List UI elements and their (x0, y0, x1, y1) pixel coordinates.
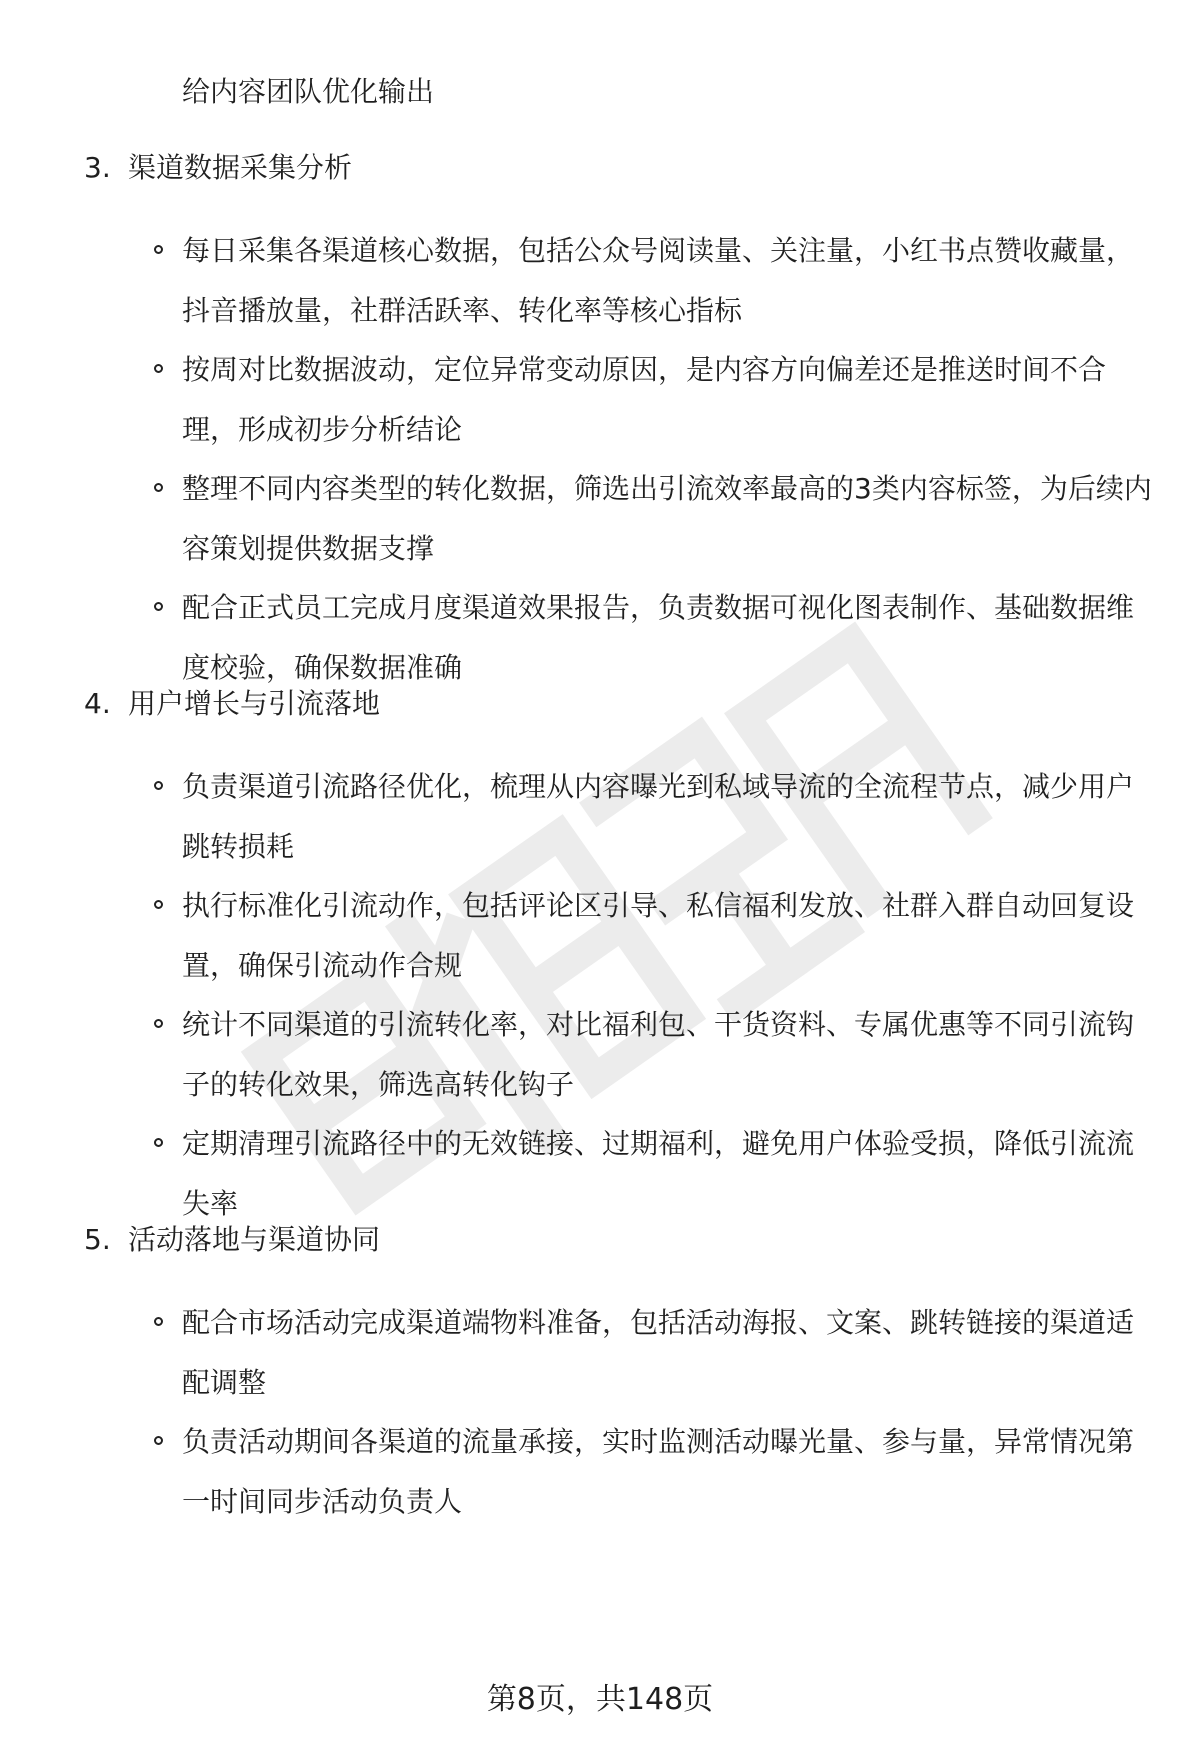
list-item (84, 1114, 1164, 1233)
section-heading (84, 148, 1164, 188)
list-item-text: 按周对比数据波动，定位异常变动原因，是内容方向偏差还是推送时间不合理，形成初步分析结论 (182, 353, 1107, 446)
circle-bullet-icon (154, 1138, 163, 1147)
circle-bullet-icon (154, 1317, 163, 1326)
list-item-text: 配合正式员工完成月度渠道效果报告，负责数据可视化图表制作、基础数据维度校验，确保数据准确 (182, 591, 1135, 684)
circle-bullet-icon (154, 602, 163, 611)
list-item (84, 578, 1164, 697)
list-item (84, 1412, 1164, 1531)
list-item (84, 757, 1164, 876)
list-item (84, 1293, 1164, 1412)
section-4 (84, 684, 1164, 1233)
list-item (84, 459, 1164, 578)
section-title: 用户增长与引流落地 (128, 687, 381, 720)
bullet-list (84, 1293, 1164, 1531)
list-item-text: 定期清理引流路径中的无效链接、过期福利，避免用户体验受损，降低引流流失率 (182, 1127, 1135, 1220)
list-item-text: 配合市场活动完成渠道端物料准备，包括活动海报、文案、跳转链接的渠道适配调整 (182, 1306, 1135, 1399)
bullet-list (84, 757, 1164, 1233)
section-heading (84, 684, 1164, 724)
page-number: 第8页，共148页 (486, 1682, 714, 1717)
section-number: 5. (84, 1223, 111, 1256)
circle-bullet-icon (154, 245, 163, 254)
section-number: 3. (84, 151, 111, 184)
list-item (84, 876, 1164, 995)
bullet-list (84, 221, 1164, 697)
list-item (84, 995, 1164, 1114)
list-item (84, 221, 1164, 340)
section-title: 渠道数据采集分析 (128, 151, 353, 184)
circle-bullet-icon (154, 364, 163, 373)
section-title: 活动落地与渠道协同 (128, 1223, 381, 1256)
circle-bullet-icon (154, 1436, 163, 1445)
list-item-text: 负责渠道引流路径优化，梳理从内容曝光到私域导流的全流程节点，减少用户跳转损耗 (182, 770, 1135, 863)
list-item-text: 整理不同内容类型的转化数据，筛选出引流效率最高的3类内容标签，为后续内容策划提供数据支撑 (182, 472, 1152, 565)
circle-bullet-icon (154, 781, 163, 790)
section-heading (84, 1220, 1164, 1260)
section-number: 4. (84, 687, 111, 720)
circle-bullet-icon (154, 900, 163, 909)
list-item-text: 每日采集各渠道核心数据，包括公众号阅读量、关注量，小红书点赞收藏量，抖音播放量，社群活跃率、转化率等核心指标 (182, 234, 1135, 327)
list-item-text: 统计不同渠道的引流转化率，对比福利包、干货资料、专属优惠等不同引流钩子的转化效果，筛选高转化钩子 (182, 1008, 1135, 1101)
circle-bullet-icon (154, 483, 163, 492)
section-3 (84, 148, 1164, 697)
list-item (84, 340, 1164, 459)
circle-bullet-icon (154, 1019, 163, 1028)
continuation-text: 给内容团队优化输出 (182, 75, 435, 108)
section-5 (84, 1220, 1164, 1531)
list-item-text: 负责活动期间各渠道的流量承接，实时监测活动曝光量、参与量，异常情况第一时间同步活动负责人 (182, 1425, 1135, 1518)
list-item-text: 执行标准化引流动作，包括评论区引导、私信福利发放、社群入群自动回复设置，确保引流动作合规 (182, 889, 1135, 982)
